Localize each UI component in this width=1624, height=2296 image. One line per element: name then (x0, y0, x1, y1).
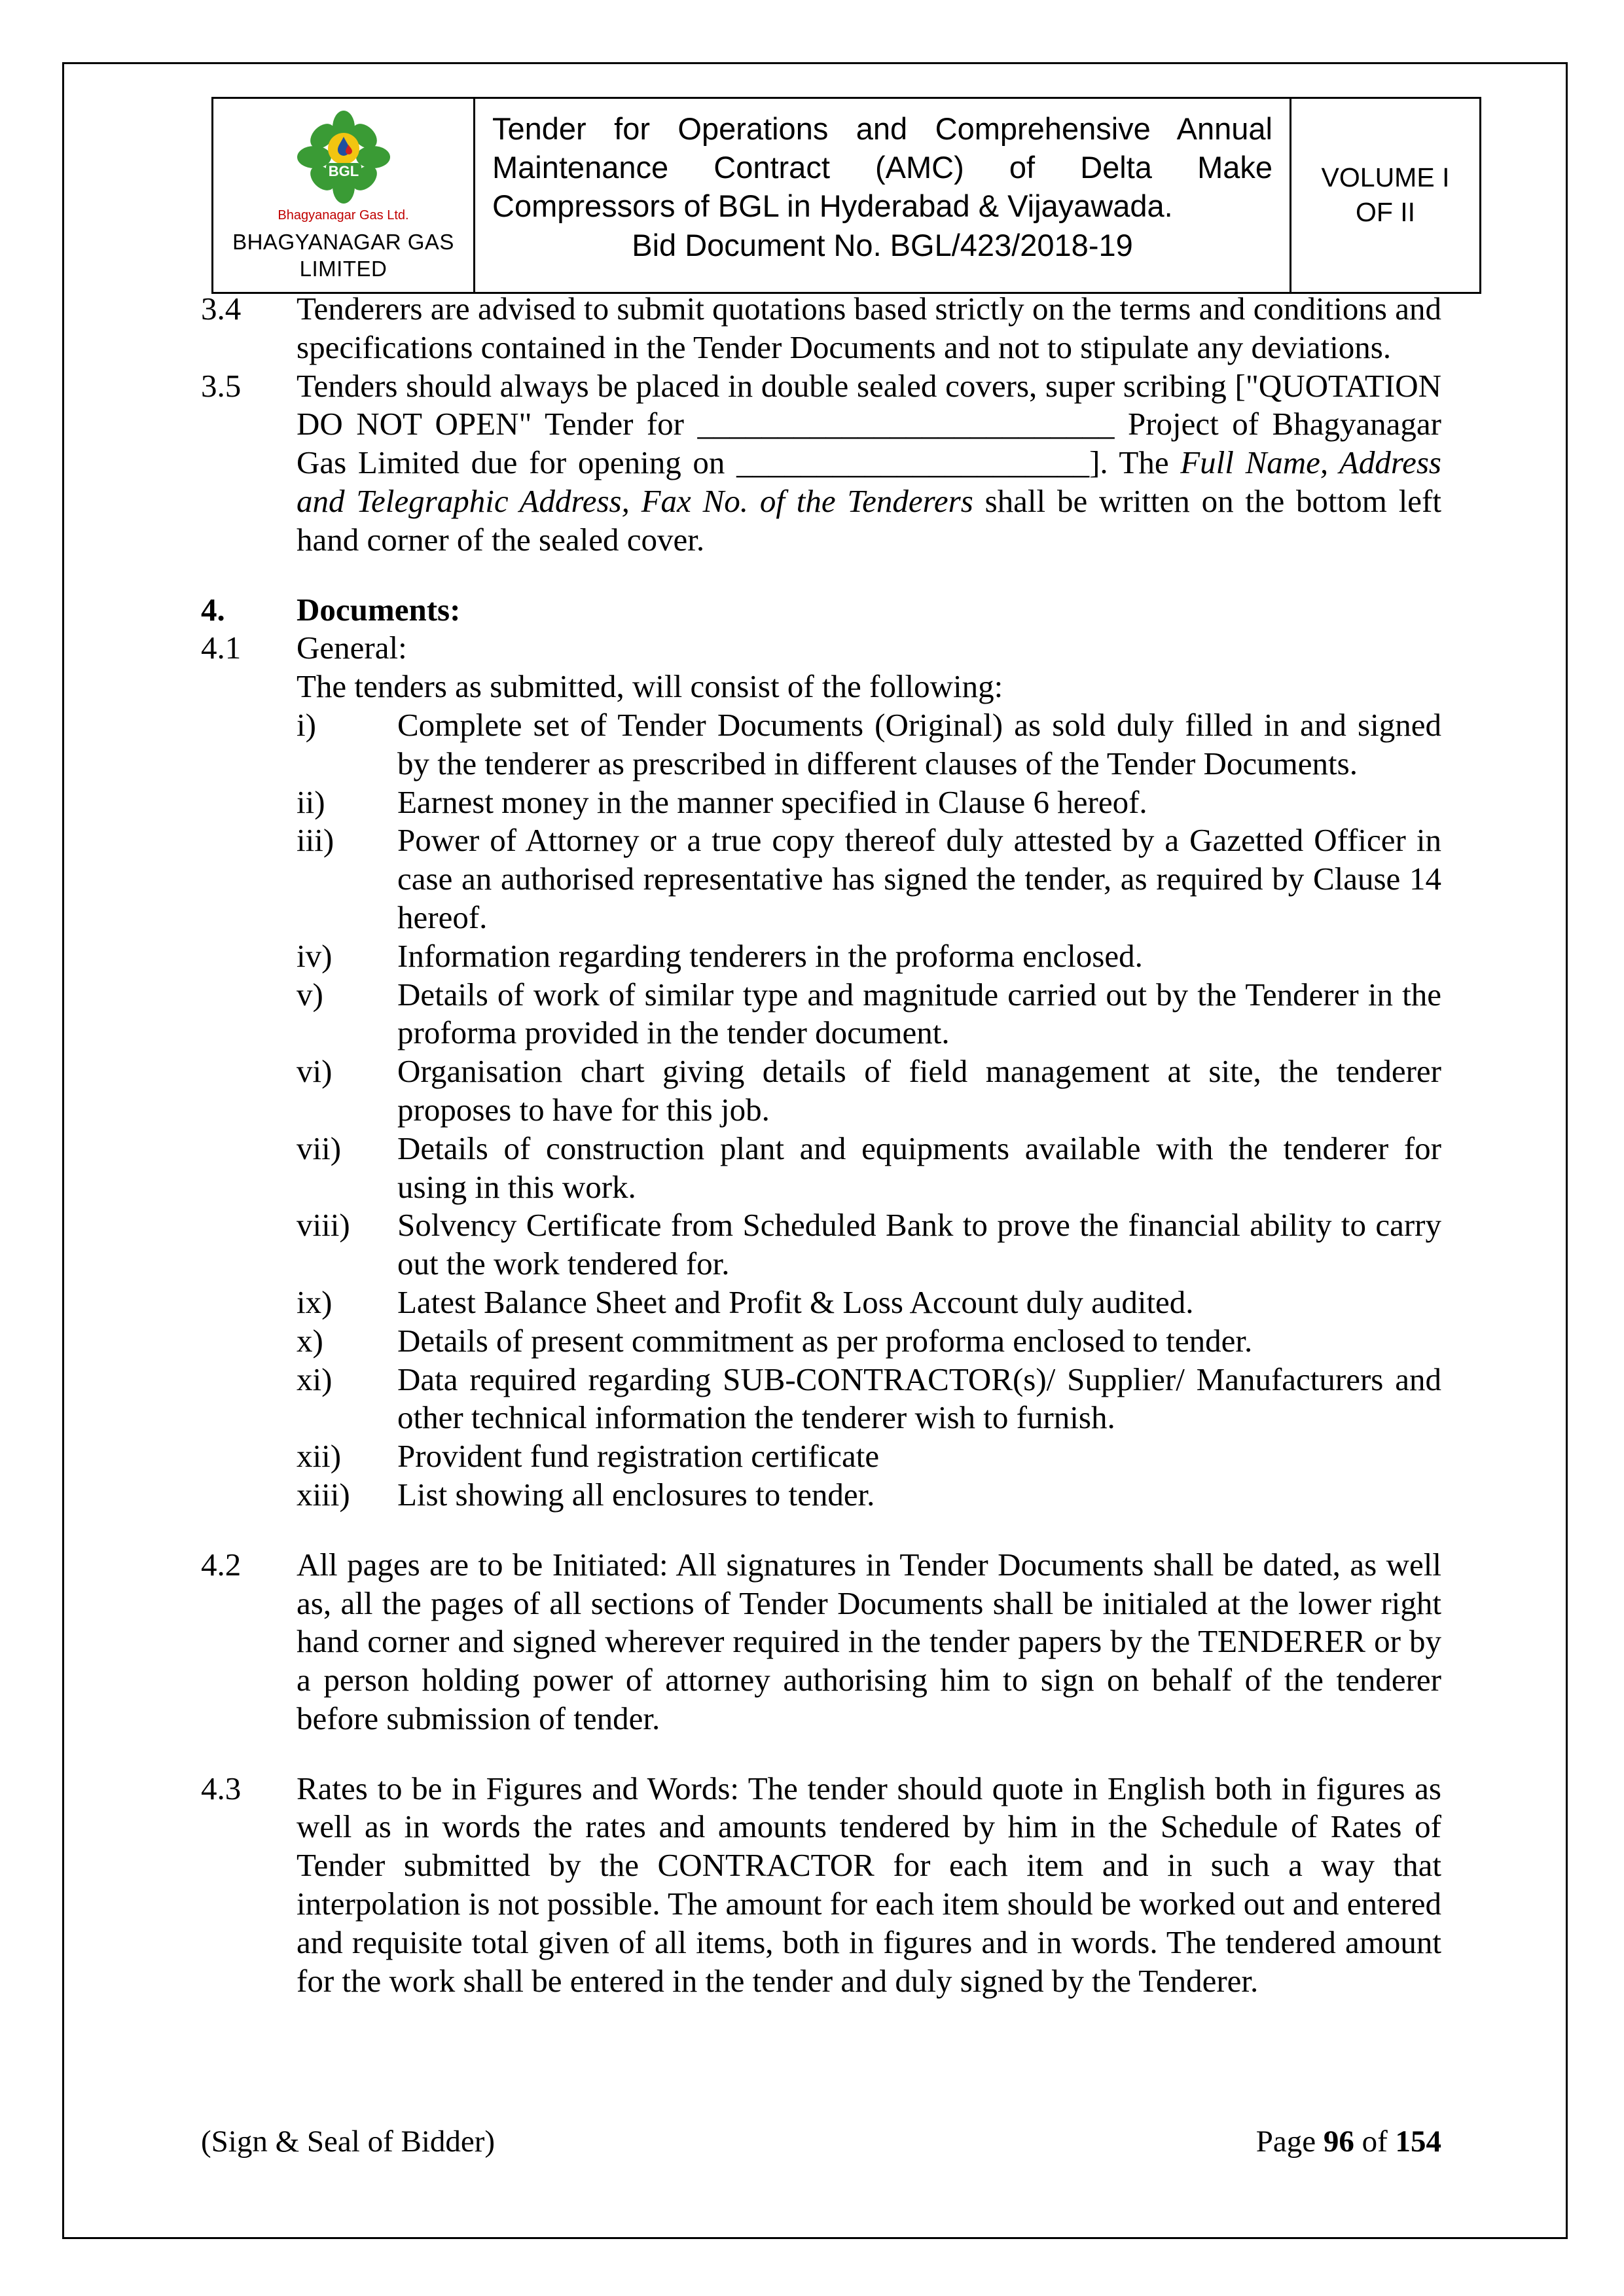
header-table (211, 97, 1481, 294)
list-marker: xii) (297, 1438, 342, 1475)
logo-cell (213, 99, 475, 292)
list-text: Latest Balance Sheet and Profit & Loss Account duly audited. (397, 1283, 1194, 1320)
text-part: ]. The (1089, 444, 1181, 481)
section-4-1 (201, 629, 1441, 1514)
list-item (297, 783, 1441, 822)
list-marker: xiii) (297, 1476, 350, 1513)
list-marker: vii) (297, 1130, 342, 1166)
section-3-5 (201, 367, 1441, 560)
blank-line: __________________________ (697, 406, 1115, 442)
logo-tagline: Bhagyanagar Gas Ltd. (278, 208, 409, 223)
section-4-2 (201, 1546, 1441, 1738)
volume-line2: OF II (1355, 197, 1416, 228)
list-text: Details of construction plant and equipments available with the tenderer for using in this work. (397, 1130, 1441, 1205)
list-marker: ii) (297, 783, 325, 820)
list-text: Organisation chart giving details of field management at site, the tenderer proposes to have for this job. (397, 1053, 1441, 1128)
list-marker: vi) (297, 1053, 333, 1090)
list-marker: iii) (297, 822, 334, 859)
text-part: Project of Bhagyanagar Gas Limited due for opening on (297, 406, 1442, 481)
section-number: 4. (201, 591, 225, 628)
list-text: Data required regarding SUB-CONTRACTOR(s)/ Supplier/ Manufacturers and other technical information the tenderer wish to furnish. (397, 1361, 1441, 1436)
list-text: Details of work of similar type and magnitude carried out by the Tenderer in the proforma provided in the tender document. (397, 976, 1441, 1051)
list-item (297, 1361, 1441, 1438)
logo-abbr-text: BGL (328, 163, 359, 179)
list-item (297, 821, 1441, 937)
italic-text-part: Full Name, Address and Telegraphic Address, Fax No. of the Tenderers (297, 444, 1441, 519)
list-item (297, 976, 1441, 1053)
sign-seal-note: (Sign & Seal of Bidder) (201, 2124, 496, 2159)
list-text: Information regarding tenderers in the proforma enclosed. (397, 937, 1143, 974)
section-text: All pages are to be Initiated: All signatures in Tender Documents shall be dated, as well as, all the pages of all sections of Tender Documents shall be initialed at the lower right hand corner and signed wherever required in the tender papers by the TENDERER or by a person holding power of attorney authorising him to sign on behalf of the tenderer before submission of tender. (297, 1546, 1441, 1736)
list-marker: xi) (297, 1361, 333, 1397)
list-text: Earnest money in the manner specified in Clause 6 hereof. (397, 783, 1147, 820)
page-footer (201, 2123, 1441, 2160)
list-text: Power of Attorney or a true copy thereof duly attested by a Gazetted Officer in case an authorised representative has signed the tender, as required by Clause 14 hereof. (397, 822, 1441, 935)
subsection-heading: General: (297, 630, 407, 666)
list-marker: viii) (297, 1207, 350, 1244)
list-text: List showing all enclosures to tender. (397, 1476, 875, 1513)
text-part: Tenders should always be placed in double sealed covers, super scribing ["QUOTATION DO NOT OPEN" Tender for (297, 367, 1441, 442)
list-item (297, 1130, 1441, 1207)
section-number: 4.1 (201, 630, 242, 666)
section-3-4 (201, 290, 1441, 367)
org-name-line2: LIMITED (299, 257, 388, 281)
volume-line1: VOLUME I (1321, 162, 1450, 192)
list-marker: v) (297, 976, 323, 1013)
blank-line: ______________________ (736, 444, 1090, 481)
section-4-heading (201, 591, 1441, 630)
list-text: Solvency Certificate from Scheduled Bank to prove the financial ability to carry out the work tendered for. (397, 1207, 1441, 1282)
list-item (297, 706, 1441, 783)
list-intro: The tenders as submitted, will consist of the following: (297, 668, 1003, 705)
list-text: Provident fund registration certificate (397, 1438, 880, 1475)
list-item (297, 1437, 1441, 1476)
bid-document-number: Bid Document No. BGL/423/2018-19 (632, 227, 1133, 262)
section-4-3 (201, 1770, 1441, 2001)
list-item (297, 1052, 1441, 1130)
page-word: Page (1255, 2124, 1324, 2159)
section-number: 3.4 (201, 291, 242, 327)
list-item (297, 1283, 1441, 1322)
list-item (297, 1322, 1441, 1361)
title-cell (475, 99, 1291, 292)
text-part: shall be written on the bottom left hand corner of the sealed cover. (297, 482, 1441, 558)
document-body (201, 290, 1441, 2000)
list-item (297, 1476, 1441, 1515)
of-word: of (1354, 2124, 1396, 2159)
section-number: 3.5 (201, 367, 242, 404)
volume-cell (1291, 99, 1479, 292)
list-marker: iv) (297, 937, 333, 974)
list-marker: i) (297, 706, 316, 743)
list-text: Details of present commitment as per proforma enclosed to tender. (397, 1322, 1253, 1359)
section-text: Rates to be in Figures and Words: The tender should quote in English both in figures as well as in words the rates and amounts tendered by him in the Schedule of Rates of Tender submitted by the CONTRACTOR for each item and in such a way that interpolation is not possible. The amount for each item should be worked out and entered and requisite total given of all items, both in figures and in words. The tendered amount for the work shall be entered in the tender and duly signed by the Tenderer. (297, 1770, 1441, 1999)
bgl-logo-icon (295, 108, 393, 206)
org-name-line1: BHAGYANAGAR GAS (232, 230, 454, 254)
section-text (297, 367, 1441, 560)
section-body (297, 629, 1441, 1514)
section-number: 4.3 (201, 1770, 242, 1806)
page-total: 154 (1395, 2124, 1441, 2159)
section-number: 4.2 (201, 1546, 242, 1583)
list-item (297, 1206, 1441, 1283)
page-border (62, 62, 1568, 2239)
section-text: Tenderers are advised to submit quotations based strictly on the terms and conditions and specifications contained in the Tender Documents and not to stipulate any deviations. (297, 291, 1441, 365)
list-marker: x) (297, 1322, 323, 1359)
list-text: Complete set of Tender Documents (Original) as sold duly filled in and signed by the tenderer as prescribed in different clauses of the Tender Documents. (397, 706, 1441, 781)
list-item (297, 937, 1441, 976)
org-name (232, 228, 454, 283)
document-title: Tender for Operations and Comprehensive Annual Maintenance Contract (AMC) of Delta Make Compressors of BGL in Hyderabad & Vijayawada. (492, 111, 1272, 224)
section-heading: Documents: (297, 591, 461, 628)
page-number (1256, 2123, 1441, 2160)
list-marker: ix) (297, 1283, 333, 1320)
page-current: 96 (1323, 2124, 1354, 2159)
